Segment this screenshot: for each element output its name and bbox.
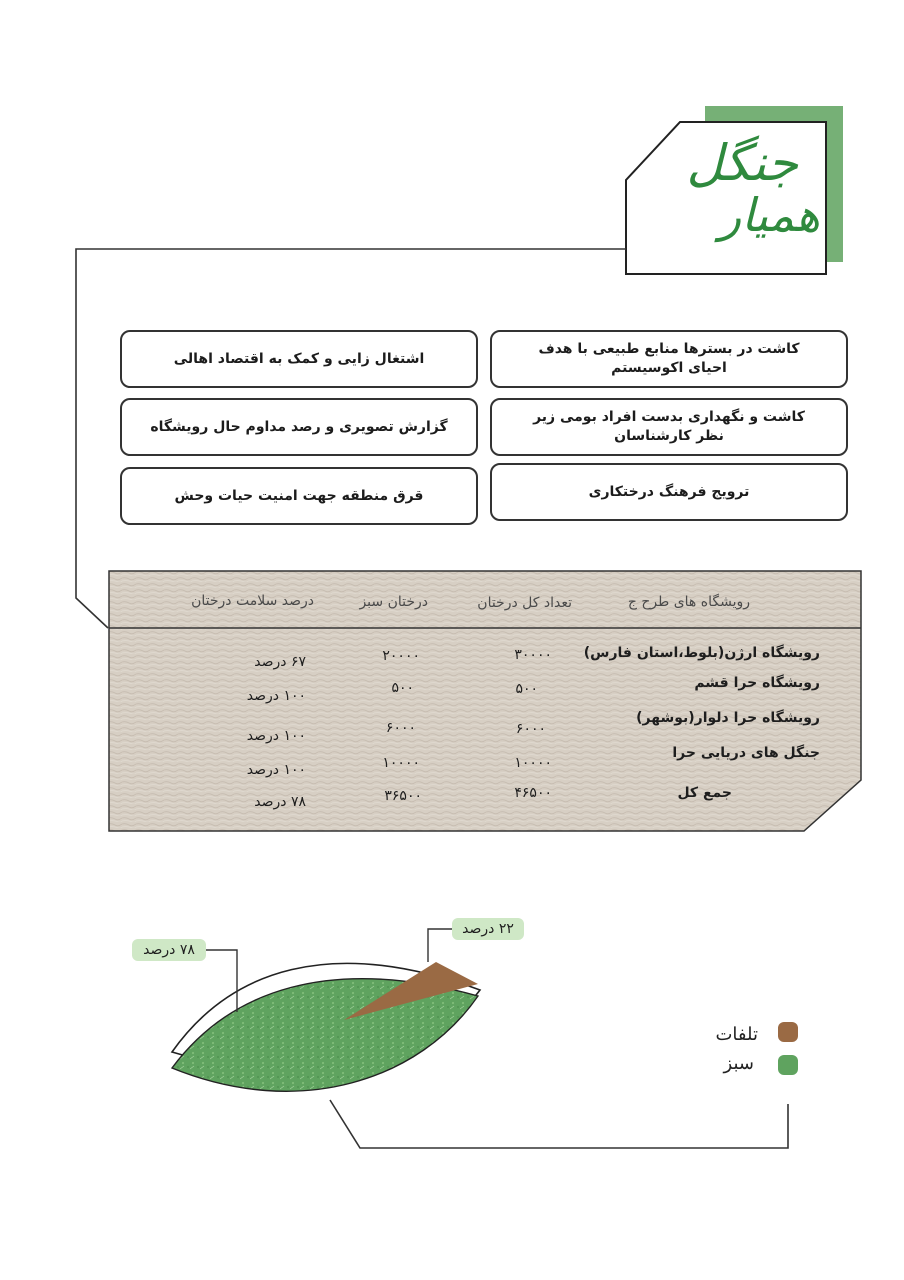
row-total: ۱۰۰۰۰ — [514, 755, 552, 771]
row-green: ۶۰۰۰ — [385, 720, 416, 736]
header-health-percent: درصد سلامت درختان — [191, 593, 314, 609]
row-name: رویشگاه حرا دلوار(بوشهر) — [636, 710, 820, 726]
row-green: ۱۰۰۰۰ — [382, 755, 420, 771]
legend-swatch-green — [778, 1055, 798, 1075]
header-total-trees: تعداد کل درختان — [477, 595, 572, 611]
slice-label-losses: ۲۲ درصد — [452, 918, 524, 940]
row-name: رویشگاه ارژن(بلوط،استان فارس) — [583, 645, 820, 661]
card-promote-tree-planting: ترویج فرهنگ درختکاری — [490, 463, 848, 521]
row-health: ۱۰۰ درصد — [246, 728, 306, 744]
row-total: ۳۰۰۰۰ — [514, 647, 552, 663]
legend-label-green: سبز — [723, 1053, 754, 1074]
logo-text-line2: همیار — [719, 188, 820, 242]
card-local-maintenance: کاشت و نگهداری بدست افراد بومی زیر نظر کارشناسان — [490, 398, 848, 456]
row-total: ۶۰۰۰ — [515, 721, 546, 737]
row-green: ۳۶۵۰۰ — [384, 788, 422, 804]
card-photo-reporting: گزارش تصویری و رصد مداوم حال رویشگاه — [120, 398, 478, 456]
row-health: ۷۸ درصد — [254, 794, 306, 810]
header-green-trees: درختان سبز — [359, 594, 428, 610]
card-local-employment: اشتغال زایی و کمک به اقتصاد اهالی — [120, 330, 478, 388]
legend-swatch-losses — [778, 1022, 798, 1042]
logo-text-line1: جنگل — [686, 134, 798, 192]
row-name: رویشگاه حرا قشم — [694, 675, 820, 691]
card-ecosystem-planting: کاشت در بسترها منابع طبیعی با هدف احیای اکوسیستم — [490, 330, 848, 388]
row-health: ۱۰۰ درصد — [246, 688, 306, 704]
row-health: ۱۰۰ درصد — [246, 762, 306, 778]
row-name: جنگل های دریایی حرا — [672, 745, 820, 761]
slice-label-green: ۷۸ درصد — [132, 939, 206, 961]
row-health: ۶۷ درصد — [254, 654, 306, 670]
row-total: ۴۶۵۰۰ — [514, 785, 552, 801]
legend-label-losses: تلفات — [715, 1024, 758, 1045]
row-green: ۲۰۰۰۰ — [382, 648, 420, 664]
row-total: ۵۰۰ — [515, 681, 538, 697]
row-name-total: جمع کل — [677, 785, 732, 801]
card-wildlife-protection: قرق منطقه جهت امنیت حیات وحش — [120, 467, 478, 525]
header-habitats: رویشگاه های طرح ج — [627, 594, 750, 610]
row-green: ۵۰۰ — [391, 680, 414, 696]
